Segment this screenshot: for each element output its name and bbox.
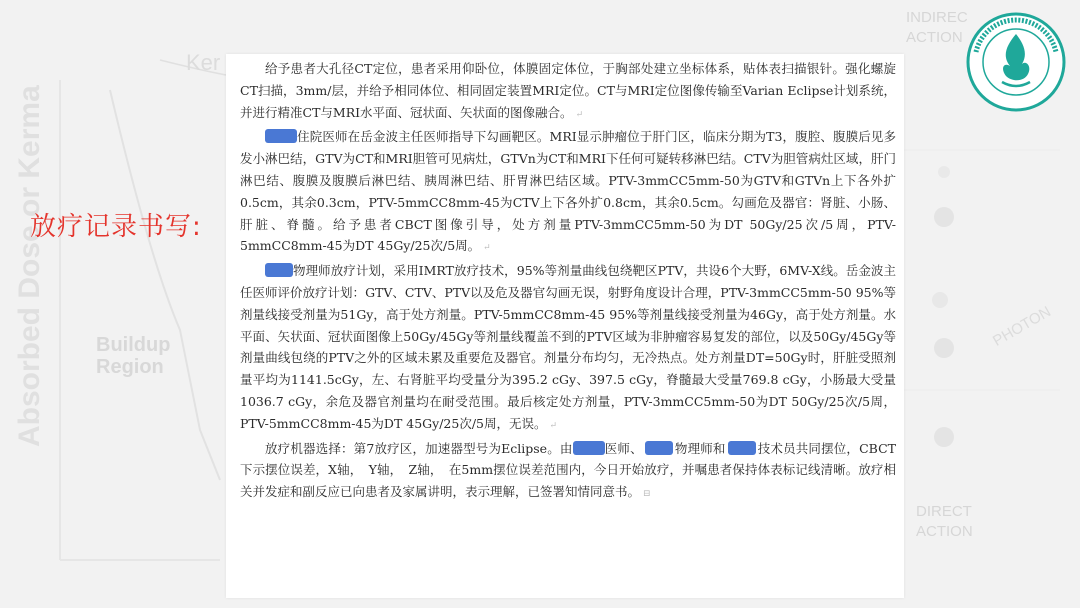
- paragraph-target-delineation: 住院医师在岳金波主任医师指导下勾画靶区。MRI显示肿瘤位于肝门区，临床分期为T3，腹腔、腹膜后见多发小淋巴结，GTV为CT和MRI胆管可见病灶，GTVn为CT和MRI下任何可疑转移淋巴结。CTV为胆管病灶区域，肝门淋巴结、腹膜及腹膜后淋巴结、胰周淋巴结、肝胃淋巴结区域。PTV-3mmCC5mm-50为GTV和GTVn上下各外扩0.5cm，其余0.3cm，PTV-5mmCC8mm-45为CTV上下各外扩0.8cm，其余0.5cm。勾画危及器官：肾脏、小肠、肝脏、脊髓。给予患者CBCT图像引导，处方剂量PTV-3mmCC5mm-50为DT 50Gy/25次/5周，PTV-5mmCC8mm-45为DT 45Gy/25次/5周。 ↵: [240, 129, 896, 254]
- direct-label-bg: DIRECT ACTION: [916, 503, 973, 540]
- indirect-label-bg: INDIREC ACTION: [906, 9, 968, 46]
- redacted-name-block: [265, 129, 297, 143]
- hospital-logo: [966, 12, 1066, 112]
- kerma-label-bg: Ker: [186, 50, 221, 75]
- redacted-name-block: [728, 441, 756, 455]
- document-scan: [226, 54, 904, 598]
- paragraph-treatment-plan: 物理师放疗计划，采用IMRT放疗技术，95%等剂量曲线包绕靶区PTV，共设6个大野，6MV-X线。岳金波主任医师评价放疗计划：GTV、CTV、PTV以及危及器官勾画无误，射野角度设计合理，PTV-3mmCC5mm-50 95%等剂量线接受剂量为51Gy，高于处方剂量。PTV-5mmCC8mm-45 95%等剂量线接受剂量为46Gy，高于处方剂量。水平面、矢状面、冠状面图像上50Gy/45Gy等剂量线覆盖不到的PTV区域为非肿瘤容易复发的部位，以及50Gy/45Gy等剂量曲线包绕的PTV之外的区域未累及重要危及器官。剂量分布均匀，无冷热点。处方剂量DT=50Gy时，肝脏受照剂量平均为1141.5cGy，左、右肾脏平均受量分为395.2 cGy、397.5 cGy，脊髓最大受量769.8 cGy，小肠最大受量1036.7 cGy，余危及器官剂量均在耐受范围。最后核定处方剂量，PTV-3mmCC5mm-50为DT 50Gy/25次/5周，PTV-5mmCC8mm-45为DT 45Gy/25次/5周，无误。 ↵: [240, 263, 896, 431]
- photon-label-bg: PHOTON: [990, 303, 1054, 350]
- redacted-name-block: [265, 263, 293, 277]
- hospital-logo-icon: [966, 12, 1066, 112]
- redacted-name-block: [645, 441, 673, 455]
- buildup-label-bg: Buildup Region: [96, 334, 171, 378]
- axis-label-bg: Absorbed Dose or Kerma: [13, 85, 46, 447]
- redacted-name-block: [573, 441, 605, 455]
- section-title: 放疗记录书写:: [30, 212, 202, 242]
- paragraph-ct-localization: 给予患者大孔径CT定位，患者采用仰卧位，体膜固定体位，于胸部处建立坐标体系，贴体表扫描银针。强化螺旋CT扫描，3mm/层，并给予相同体位、相同固定装置MRI定位。CT与MRI定位图像传输至Varian Eclipse计划系统，并进行精准CT与MRI水平面、冠状面、矢状面的图像融合。 ↵: [240, 61, 896, 120]
- document-body: [240, 58, 896, 506]
- paragraph-machine-selection: 放疗机器选择：第7放疗区，加速器型号为Eclipse。由 医师、 物理师和 技术员共同摆位，CBCT下示摆位误差，X轴， Y轴， Z轴， 在5mm摆位误差范围内，今日开始放疗，并嘱患者保持体表标记线清晰。放疗相关并发症和副反应已向患者及家属讲明，表示理解，已签署知情同意书。 ⊟: [240, 440, 896, 500]
